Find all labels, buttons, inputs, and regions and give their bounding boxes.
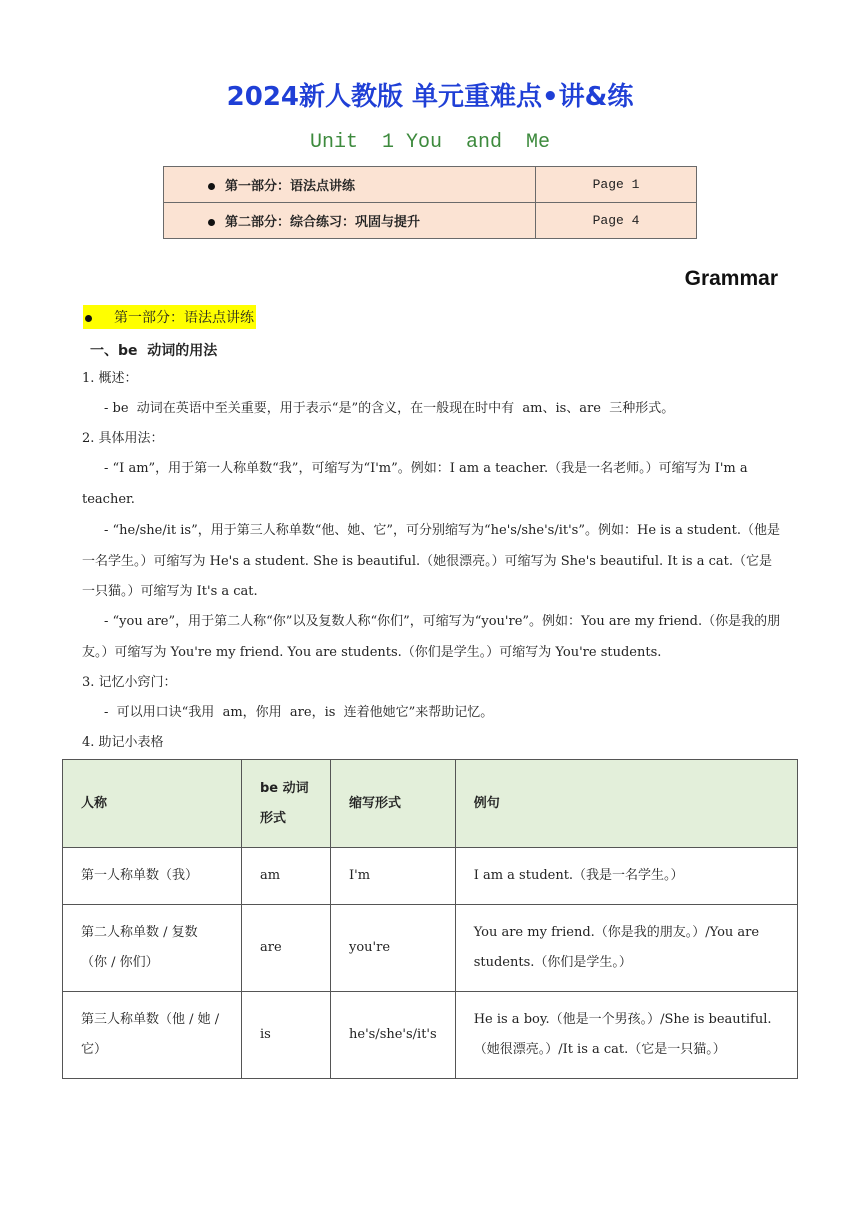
toc-row [164,167,697,203]
usage-are [82,607,782,668]
usage-title: 2. 具体用法： [82,431,164,446]
be-verb-table [62,759,798,1079]
part1-heading-text: 第一部分：语法点讲练 [114,310,254,326]
bullet-icon [208,183,215,190]
table-cell: he's/she's/it's [331,992,456,1079]
table-row [63,905,798,992]
toc-page: Page 1 [536,167,697,203]
tip-text: - 可以用口诀“我用 am，你用 are，is 连着他她它”来帮助记忆。 [104,705,494,720]
table-cell: am [242,848,331,905]
usage-is [82,516,782,608]
table-cell: 第三人称单数（他 / 她 / 它） [63,992,242,1079]
table-cell: I'm [331,848,456,905]
table-cell: 第一人称单数（我） [63,848,242,905]
table-of-contents [163,166,697,239]
toc-label: 第二部分：综合练习：巩固与提升 [225,215,421,230]
table-row [63,848,798,905]
grammar-label: Grammar [684,267,778,290]
table-header: be 动词形式 [242,760,331,848]
table-header-row [63,760,798,848]
table-cell: You are my friend.（你是我的朋友。）/You are students.（你们是学生。） [455,905,797,992]
overview-text: - be 动词在英语中至关重要，用于表示“是”的含义，在一般现在时中有 am、is、are 三种形式。 [104,401,675,416]
usage-is-text: - “he/she/it is”，用于第三人称单数“他、她、它”，可分别缩写为“he's/she's/it's”。例如：He is a student.（他是一名学生。）可缩写为 He's a student. She is beautiful.（她很漂亮。）可缩写为 She's beautiful. It is a cat.（它是一只猫。）可缩写为 It's a cat. [82,523,781,599]
overview-title: 1. 概述： [82,371,138,386]
bullet-icon [208,219,215,226]
table-cell: is [242,992,331,1079]
table-cell: He is a boy.（他是一个男孩。）/She is beautiful.（她很漂亮。）/It is a cat.（它是一只猫。） [455,992,797,1079]
toc-row [164,203,697,239]
toc-page: Page 4 [536,203,697,239]
table-cell: you're [331,905,456,992]
table-title: 4. 助记小表格 [82,735,164,750]
usage-are-text: - “you are”，用于第二人称“你”以及复数人称“你们”，可缩写为“you're”。例如：You are my friend.（你是我的朋友。）可缩写为 You're my friend. You are students.（你们是学生。）可缩写为 You're students. [82,614,781,660]
table-cell: are [242,905,331,992]
table-row [63,992,798,1079]
part1-heading [83,305,256,329]
unit-subtitle: Unit 1 You and Me [309,131,551,154]
usage-am-text: - “I am”，用于第一人称单数“我”，可缩写为“I'm”。例如：I am a teacher.（我是一名老师。）可缩写为 I'm a teacher. [82,461,748,507]
table-header: 人称 [63,760,242,848]
bullet-icon [85,315,92,322]
document-title: 2024新人教版 单元重难点•讲&练 [226,82,634,112]
table-header: 缩写形式 [331,760,456,848]
table-cell: I am a student.（我是一名学生。） [455,848,797,905]
section-heading: 一、be 动词的用法 [90,343,218,359]
usage-am [82,454,782,515]
table-cell: 第二人称单数 / 复数（你 / 你们） [63,905,242,992]
table-header: 例句 [455,760,797,848]
tip-title: 3. 记忆小窍门： [82,675,177,690]
toc-label: 第一部分：语法点讲练 [225,179,356,194]
